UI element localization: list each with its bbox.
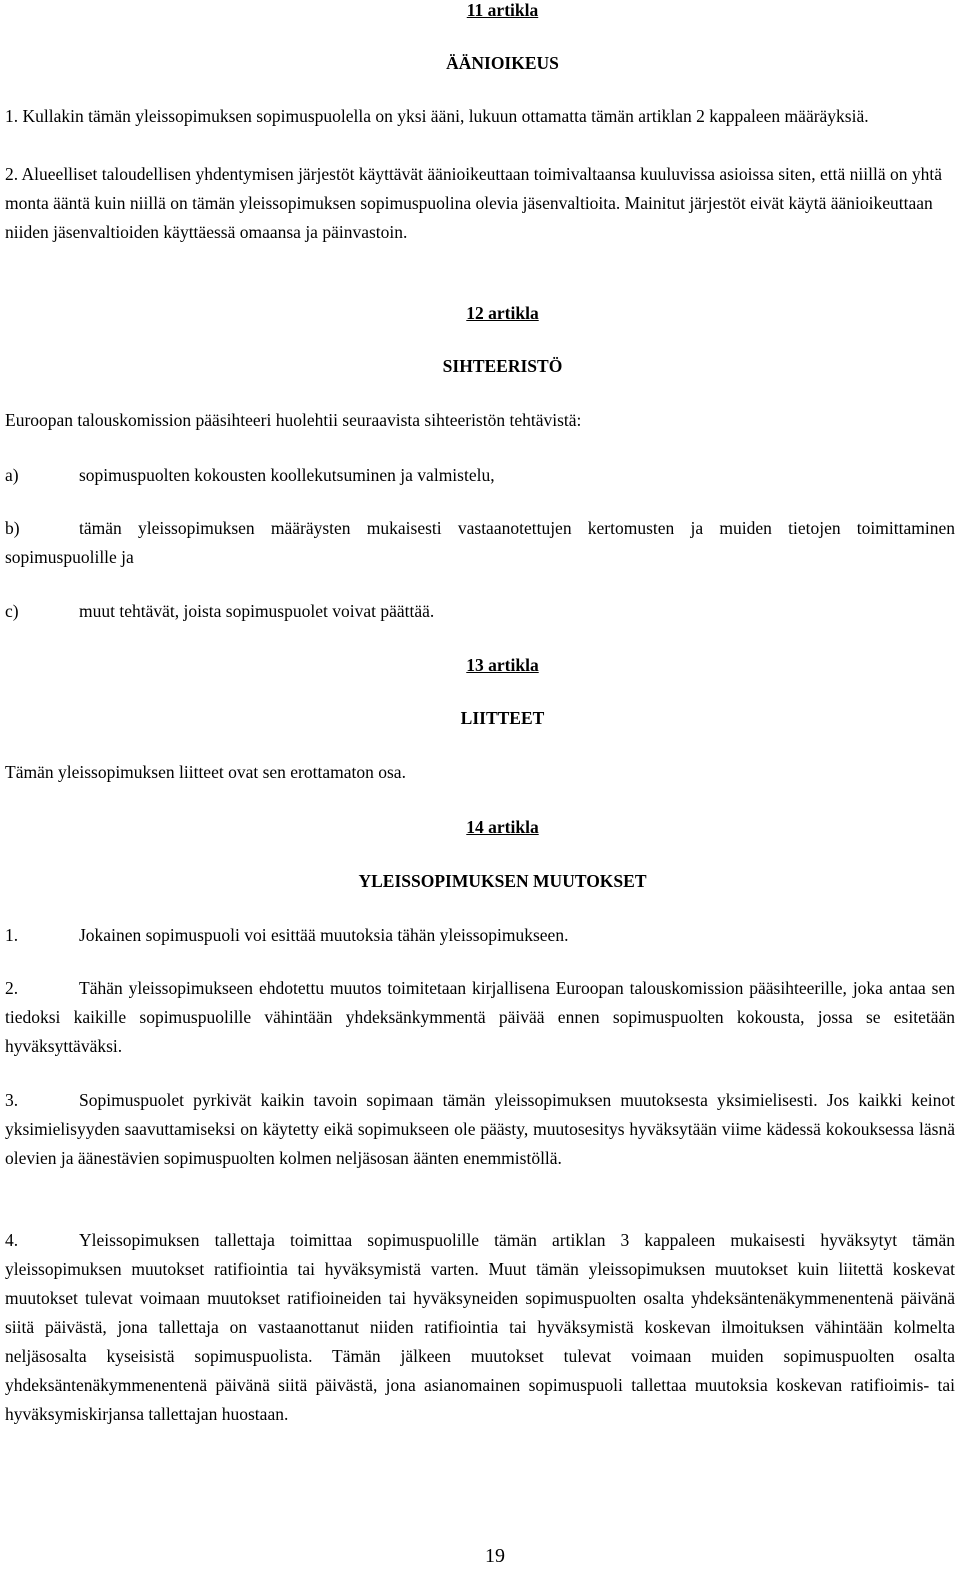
item-text: Sopimuspuolet pyrkivät kaikin tavoin sopimaan tämän yleissopimuksen muutoksesta yksimielisesti. Jos kaikki keinot yksimielisyyden saavuttamiseksi on käytetty eikä sopimukseen ole päästy, muutosesitys hyväksytään viime kädessä kokouksessa läsnä olevien ja äänestävien sopimuspuolten kolmen neljäsosan äänten enemmistöllä.: [5, 1090, 955, 1168]
article-12-heading: SIHTEERISTÖ: [442, 356, 563, 376]
item-label: a): [5, 465, 19, 485]
article-14-item-3: [5, 1086, 955, 1173]
article-13-text: Tämän yleissopimuksen liitteet ovat sen erottamaton osa.: [5, 762, 406, 782]
item-text: tämän yleissopimuksen määräysten mukaisesti vastaanotettujen kertomusten ja muiden tietojen toimittaminen sopimuspuolille ja: [5, 518, 955, 567]
article-14-title: 14 artikla: [466, 817, 539, 837]
article-14-item-1: [5, 921, 955, 950]
article-13-title: 13 artikla: [466, 655, 539, 675]
article-14-item-4: [5, 1226, 955, 1429]
item-label: 4.: [5, 1230, 19, 1250]
item-text: Jokainen sopimuspuoli voi esittää muutoksia tähän yleissopimukseen.: [79, 925, 569, 945]
page-number: 19: [485, 1545, 505, 1567]
item-label: 1.: [5, 925, 19, 945]
article-11-paragraph-2: 2. Alueelliset taloudellisen yhdentymisen järjestöt käyttävät äänioikeuttaan toimivaltaansa kuuluvissa asioissa siten, että niillä on yhtä monta ääntä kuin niillä on tämän yleissopimuksen sopimuspuolina olevia jäsenvaltioita. Mainitut järjestöt eivät käytä äänioikeuttaan niiden jäsenvaltioiden käyttäessä omaansa ja päinvastoin.: [5, 164, 943, 242]
article-11-paragraph-1: 1. Kullakin tämän yleissopimuksen sopimuspuolella on yksi ääni, lukuun ottamatta tämän artiklan 2 kappaleen määräyksiä.: [5, 106, 869, 126]
article-11-heading: ÄÄNIOIKEUS: [446, 53, 559, 73]
document-page: [5, 0, 955, 1569]
item-text: muut tehtävät, joista sopimuspuolet voivat päättää.: [79, 601, 435, 621]
article-13-heading: LIITTEET: [460, 708, 545, 728]
item-text: sopimuspuolten kokousten koollekutsuminen ja valmistelu,: [79, 465, 495, 485]
item-text: Yleissopimuksen tallettaja toimittaa sopimuspuolille tämän artiklan 3 kappaleen mukaisesti hyväksytyt tämän yleissopimuksen muutokset ratifiointia tai hyväksymistä varten. Muut tämän yleissopimuksen muutokset kuin liitettä koskevat muutokset tulevat voimaan muutokset ratifioineiden tai hyväksyneiden sopimuspuolten osalta yhdeksäntenäkymmenentenä päivänä siitä päivästä, jona tallettaja on vastaanottanut niiden ratifiointia tai hyväksymistä koskevan ilmoituksen vähintään kolmelta neljäsosalta kyseisistä sopimuspuolista. Tämän jälkeen muutokset tulevat voimaan muiden sopimuspuolten osalta yhdeksäntenäkymmenentenä päivänä siitä päivästä, jona asianomainen sopimuspuoli tallettaa muutoksia koskevan ratifioimis- tai hyväksymiskirjansa tallettajan huostaan.: [5, 1230, 955, 1424]
article-14-item-2: [5, 974, 955, 1061]
item-label: 2.: [5, 978, 19, 998]
item-label: 3.: [5, 1090, 19, 1110]
item-text: Tähän yleissopimukseen ehdotettu muutos toimitetaan kirjallisena Euroopan talouskomission pääsihteerille, joka antaa sen tiedoksi kaikille sopimuspuolille vähintään yhdeksänkymmentä päivää ennen sopimuspuolten kokousta, jossa se esitetään hyväksyttäväksi.: [5, 978, 955, 1056]
article-11-title: 11 artikla: [466, 0, 539, 20]
article-12-item-a: [5, 461, 955, 490]
article-12-item-c: [5, 597, 955, 626]
article-14-heading: YLEISSOPIMUKSEN MUUTOKSET: [358, 871, 647, 891]
article-12-intro: Euroopan talouskomission pääsihteeri huolehtii seuraavista sihteeristön tehtävistä:: [5, 410, 582, 430]
article-12-item-b: [5, 514, 955, 572]
item-label: c): [5, 601, 19, 621]
article-12-title: 12 artikla: [466, 303, 539, 323]
item-label: b): [5, 518, 20, 538]
